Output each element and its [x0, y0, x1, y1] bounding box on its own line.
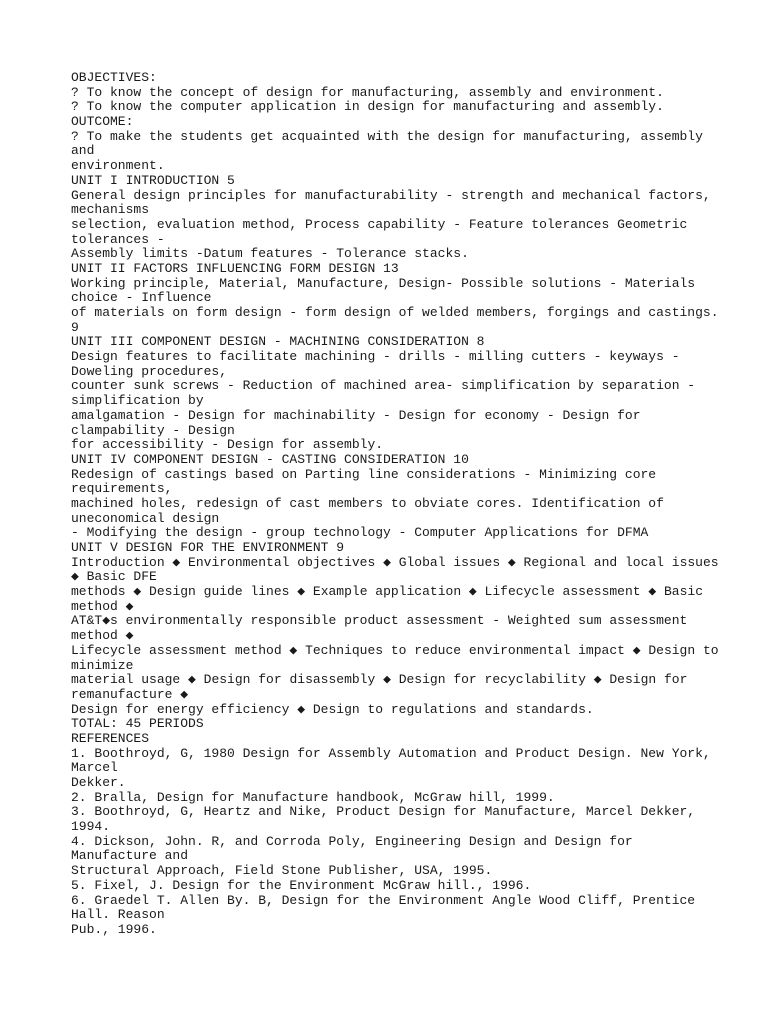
document-line: UNIT IV COMPONENT DESIGN - CASTING CONSIDERATION 10 — [71, 451, 469, 467]
document-line: 9 — [71, 319, 79, 335]
document-line: methods ◆ Design guide lines ◆ Example application ◆ Lifecycle assessment ◆ Basic — [71, 584, 704, 600]
document-line: AT&T◆s environmentally responsible product assessment - Weighted sum assessment — [71, 613, 688, 629]
document-line: Introduction ◆ Environmental objectives ◆ Global issues ◆ Regional and local issues — [71, 554, 719, 570]
document-line: mechanisms — [71, 202, 150, 218]
syllabus-document — [71, 71, 731, 938]
document-line: method ◆ — [71, 598, 134, 614]
document-line: ? To know the concept of design for manufacturing, assembly and environment. — [71, 84, 664, 100]
document-line: REFERENCES — [71, 730, 150, 746]
document-line: amalgamation - Design for machinability - Design for economy - Design for — [71, 407, 641, 423]
document-line: clampability - Design — [71, 422, 235, 438]
document-line: Pub., 1996. — [71, 921, 157, 937]
document-line: uneconomical design — [71, 510, 220, 526]
document-line: minimize — [71, 657, 134, 673]
document-line: Assembly limits -Datum features - Tolerance stacks. — [71, 246, 469, 262]
document-line: method ◆ — [71, 628, 134, 644]
document-line: Hall. Reason — [71, 907, 165, 923]
document-line: Design for energy efficiency ◆ Design to regulations and standards. — [71, 701, 594, 717]
document-line: OUTCOME: — [71, 114, 134, 130]
document-line: General design principles for manufacturability - strength and mechanical factors, — [71, 187, 711, 203]
document-line: for accessibility - Design for assembly. — [71, 437, 384, 453]
document-line: environment. — [71, 158, 165, 174]
document-line: 5. Fixel, J. Design for the Environment McGraw hill., 1996. — [71, 877, 532, 893]
document-line: material usage ◆ Design for disassembly ◆ Design for recyclability ◆ Design for — [71, 672, 688, 688]
document-line: Design features to facilitate machining - drills - milling cutters - keyways - — [71, 349, 680, 365]
document-line: counter sunk screws - Reduction of machined area- simplification by separation - — [71, 378, 696, 394]
document-line: choice - Influence — [71, 290, 212, 306]
document-line: OBJECTIVES: — [71, 70, 157, 85]
document-line: tolerances - — [71, 231, 165, 247]
document-line: 6. Graedel T. Allen By. B, Design for the Environment Angle Wood Cliff, Prentice — [71, 892, 696, 908]
document-line: ? To know the computer application in design for manufacturing and assembly. — [71, 99, 664, 115]
document-line: machined holes, redesign of cast members to obviate cores. Identification of — [71, 495, 664, 511]
document-line: UNIT V DESIGN FOR THE ENVIRONMENT 9 — [71, 540, 345, 555]
document-line: of materials on form design - form design of welded members, forgings and castings. — [71, 305, 719, 320]
document-line: Redesign of castings based on Parting line considerations - Minimizing core — [71, 466, 657, 482]
document-line: Structural Approach, Field Stone Publisher, USA, 1995. — [71, 863, 493, 879]
document-line: requirements, — [71, 481, 173, 497]
document-line: Marcel — [71, 760, 118, 776]
document-line: Doweling procedures, — [71, 363, 228, 379]
document-line: UNIT I INTRODUCTION 5 — [71, 172, 235, 188]
document-line: 1. Boothroyd, G, 1980 Design for Assembly Automation and Product Design. New York, — [71, 745, 711, 761]
document-line: 4. Dickson, John. R, and Corroda Poly, Engineering Design and Design for — [71, 833, 633, 849]
document-line: TOTAL: 45 PERIODS — [71, 716, 204, 732]
document-line: 1994. — [71, 819, 111, 835]
document-line: selection, evaluation method, Process capability - Feature tolerances Geometric — [71, 216, 688, 232]
document-line: ◆ Basic DFE — [71, 569, 157, 585]
document-line: simplification by — [71, 393, 204, 409]
document-line: ? To make the students get acquainted with the design for manufacturing, assembly — [71, 128, 703, 144]
document-line: Dekker. — [71, 775, 126, 790]
document-line: - Modifying the design - group technology - Computer Applications for DFMA — [71, 525, 649, 541]
document-line: 2. Bralla, Design for Manufacture handbook, McGraw hill, 1999. — [71, 789, 555, 805]
document-line: and — [71, 143, 95, 159]
document-line: Working principle, Material, Manufacture, Design- Possible solutions - Materials — [71, 275, 696, 291]
document-line: 3. Boothroyd, G, Heartz and Nike, Product Design for Manufacture, Marcel Dekker, — [71, 804, 696, 820]
document-line: remanufacture ◆ — [71, 686, 189, 702]
document-line: Manufacture and — [71, 848, 189, 864]
document-line: UNIT II FACTORS INFLUENCING FORM DESIGN 13 — [71, 260, 399, 276]
document-line: Lifecycle assessment method ◆ Techniques to reduce environmental impact ◆ Design to — [71, 642, 719, 658]
document-line: UNIT III COMPONENT DESIGN - MACHINING CONSIDERATION 8 — [71, 334, 485, 350]
